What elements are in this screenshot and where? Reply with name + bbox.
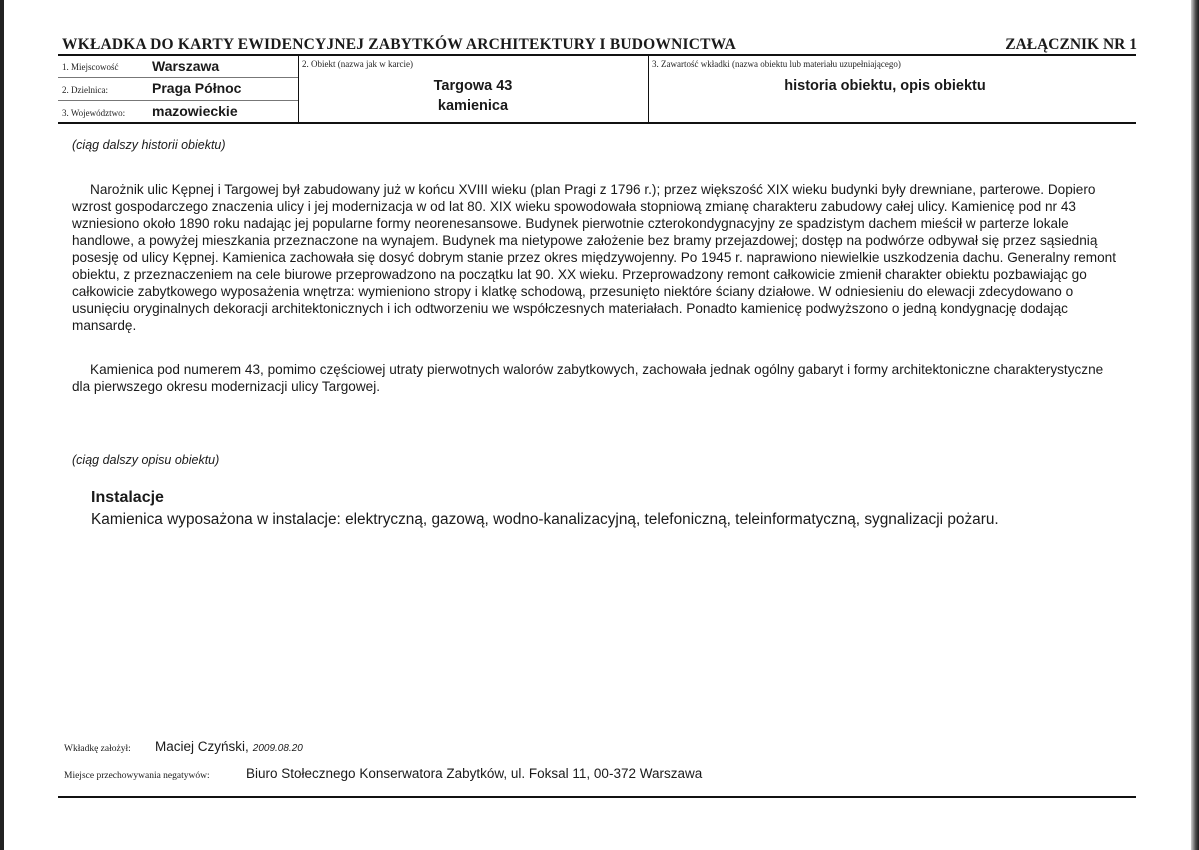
voivodeship-label: 3. Województwo: [62,108,126,118]
history-continuation-note: (ciąg dalszy historii obiektu) [72,138,226,152]
row-divider-2 [58,100,298,101]
history-paragraph-1: Narożnik ulic Kępnej i Targowej był zabudowany już w końcu XVIII wieku (plan Pragi z 1796 r.); przez większość XIX wieku budynki były drewniane, parterowe. Dopiero wzrost gospodarczego znaczenia ulicy i jej modernizacja w od lat 80. XIX wieku spowodowała stopniową zmianę charakteru zabudowy całej ulicy. Kamienicę pod nr 43 wzniesiono około 1890 roku nadając jej popularne formy neorenesansowe. Budynek pierwotnie czterokondygnacyjny ze spadzistym dachem mieścił w parterze lokale handlowe, a powyżej mieszkania przeznaczone na wynajem. Budynek ma nietypowe założenie bez bramy przejazdowej; dostęp na podwórze odbywał się przez sąsiednią posesję od ulicy Kępnej. Kamienica zachowała się dosyć dobrym stanie przez okres międzywojenny. Po 1945 r. naprawiono niewielkie uszkodzenia dachu. Generalny remont obiektu, z przeznaczeniem na cele biurowe przeprowadzono na początku lat 90. XX wieku. Przeprowadzony remont całkowicie zmienił charakter obiektu pozbawiając go całkowicie zabytkowego wyposażenia wnętrza: wymieniono stropy i klatkę schodową, przesunięto niektóre ściany działowe. W odniesieniu do elewacji zdecydowano o usunięciu oryginalnych dekoracji architektonicznych i ich odtworzeniu we współczesnych materiałach. Ponadto kamienicę podwyższono o jedną kondygnację dodając mansardę. [72,182,1117,333]
history-paragraph-2: Kamienica pod numerem 43, pomimo częściowej utraty pierwotnych walorów zabytkowych, zachowała jednak ogólny gabaryt i formy architektoniczne charakterystyczne dla pierwszego okresu modernizacji ulicy Targowej. [72,362,1104,394]
negatives-label: Miejsce przechowywania negatywów: [64,771,210,781]
locality-label: 1. Miejscowość [62,62,119,72]
header-top-rule [58,54,1136,56]
content-label: 3. Zawartość wkładki (nazwa obiektu lub materiału uzupełniającego) [652,59,901,69]
negatives-location: Biuro Stołecznego Konserwatora Zabytków, ul. Foksal 11, 00-372 Warszawa [246,766,703,781]
footer-rule [58,796,1136,798]
locality-value: Warszawa [152,58,220,74]
form-title: WKŁADKA DO KARTY EWIDENCYJNEJ ZABYTKÓW ARCHITEKTURY I BUDOWNICTWA [62,36,737,53]
content-value: historia obiektu, opis obiektu [784,78,986,94]
author-name: Maciej Czyński, [155,739,249,754]
district-label: 2. Dzielnica: [62,85,108,95]
object-name: Targowa 43 [433,78,513,94]
object-type: kamienica [437,98,509,114]
scan-edge-left [0,0,4,850]
scan-edge-right [1191,0,1199,850]
annex-number: ZAŁĄCZNIK NR 1 [1005,36,1137,53]
description-continuation-note: (ciąg dalszy opisu obiektu) [72,453,220,467]
installations-text: Kamienica wyposażona w instalacje: elektryczną, gazową, wodno-kanalizacyjną, telefoniczną, teleinformatyczną, sygnalizacji pożaru. [91,511,999,528]
installations-heading: Instalacje [91,489,164,506]
author-label: Wkładkę założył: [64,744,131,754]
author-line [155,739,303,754]
district-value: Praga Północ [152,80,242,96]
object-label: 2. Obiekt (nazwa jak w karcie) [302,59,413,69]
row-divider-1 [58,77,298,78]
creation-date: 2009.08.20 [252,743,303,754]
voivodeship-value: mazowieckie [152,103,238,119]
header-bottom-rule [58,122,1136,124]
